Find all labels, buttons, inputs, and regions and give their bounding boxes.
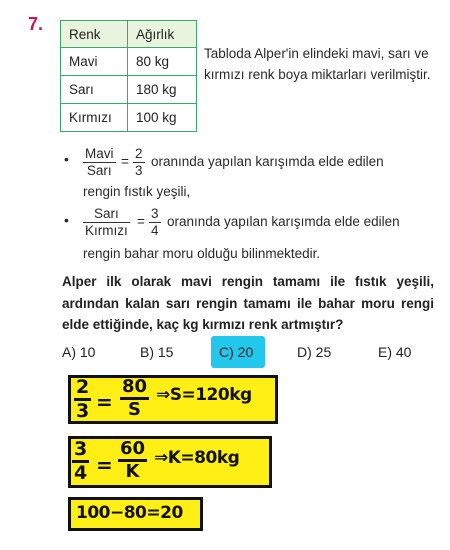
frac-denominator: S [128,399,142,420]
frac-denominator: 3 [135,163,143,178]
ratio-mavi-sari [83,146,116,179]
table-row [61,76,197,104]
work-2-frac-right [118,440,147,481]
frac-denominator: 4 [151,223,159,238]
table-cell: Sarı [61,76,128,104]
work-1-result: ⇒S=120kg [156,385,252,405]
frac-numerator: 2 [74,378,91,401]
frac-numerator: 80 [120,378,149,400]
choice-a[interactable]: A) 10 [62,344,96,360]
choice-d[interactable]: D) 25 [297,344,332,360]
frac-denominator: 4 [74,462,88,484]
table-row [61,104,197,132]
bullet-2: • [64,212,69,228]
table-header-row [61,21,197,48]
frac-numerator: Sarı [83,206,130,223]
question-number: 7. [28,14,44,34]
work-1-frac-left [74,378,91,421]
question-text: Alper ilk olarak mavi rengin tamamı ile fıstık yeşili, ardından kalan sarı rengin tamamı ile bahar moru rengi elde ettiğinde, kaç kg kırmızı renk artmıştır? [62,274,434,332]
table-cell: 80 kg [128,48,197,76]
condition-1-line2: rengin fıstık yeşili, [83,184,191,199]
work-1-equals: = [96,390,113,414]
ratio-sari-kirmizi [83,206,130,239]
ratio-3-4 [149,206,161,239]
condition-1-text: oranında yapılan karışımda elde edilen [151,154,384,169]
equals-sign: = [137,214,145,229]
condition-2-line2: rengin bahar moru olduğu bilinmektedir. [83,246,321,261]
table-cell: Mavi [61,48,128,76]
table-cell: Kırmızı [61,104,128,132]
frac-denominator: 3 [76,400,90,422]
frac-denominator: Sarı [86,163,112,178]
work-2-frac-left [72,440,89,483]
table-cell: 100 kg [128,104,197,132]
work-2-result: ⇒K=80kg [154,448,240,468]
table-header-cell: Renk [61,21,128,48]
intro-text: Tabloda Alper'in elindeki mavi, sarı ve kırmızı renk boya miktarları verilmiştir. [204,46,431,82]
condition-2-text: oranında yapılan karışımda elde edilen [167,214,400,229]
frac-numerator: 3 [72,440,89,463]
table-header-cell: Ağırlık [128,21,197,48]
choice-b[interactable]: B) 15 [140,344,174,360]
ratio-2-3 [133,146,145,179]
table-row [61,48,197,76]
paint-table [60,20,197,132]
table-cell: 180 kg [128,76,197,104]
choice-c[interactable]: C) 20 [219,344,254,360]
frac-numerator: 2 [135,146,143,161]
choice-e[interactable]: E) 40 [378,344,412,360]
frac-numerator: 60 [118,440,147,462]
bullet-1: • [64,151,69,167]
equals-sign: = [121,154,129,169]
work-1-frac-right [120,378,149,419]
work-2-equals: = [96,453,113,477]
work-3-subtraction: 100−80=20 [76,503,183,523]
frac-numerator: 3 [151,206,159,221]
frac-denominator: Kırmızı [85,223,128,238]
frac-denominator: K [125,461,140,482]
frac-numerator: Mavi [85,146,114,161]
